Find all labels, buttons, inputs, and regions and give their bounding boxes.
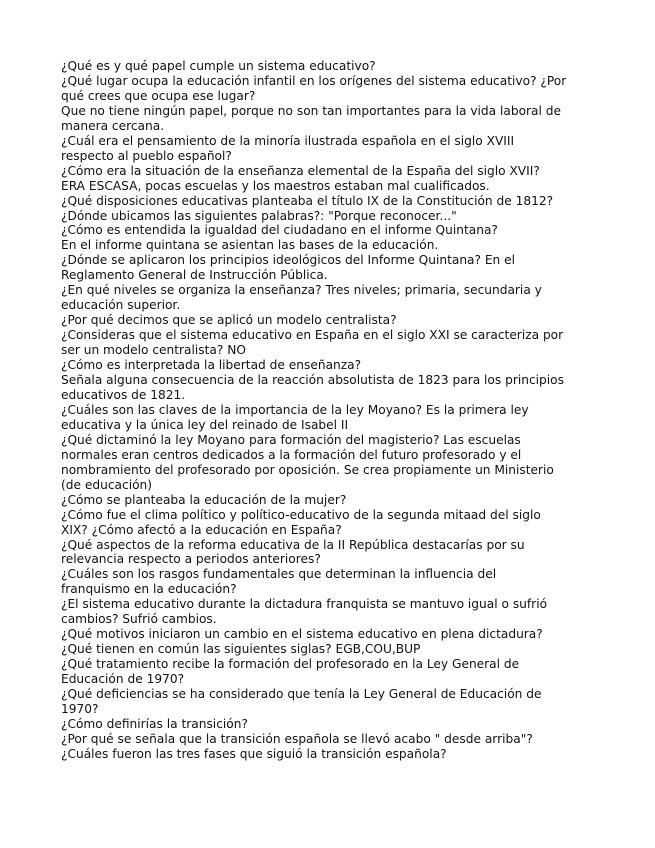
text-line: ¿Qué tienen en común las siguientes siglas? EGB,COU,BUP — [61, 642, 421, 657]
text-line: ¿Qué tratamiento recibe la formación del profesorado en la Ley General de — [61, 657, 520, 672]
text-line: ¿Qué dictaminó la ley Moyano para formación del magisterio? Las escuelas — [61, 432, 521, 447]
text-line: ¿Cómo definirías la transición? — [61, 716, 248, 731]
text-line: ¿Cuál era el pensamiento de la minoría ilustrada española en el siglo XVIII — [61, 133, 515, 148]
text-line: nombramiento del profesorado por oposición. Se crea propiamente un Ministerio — [61, 462, 554, 477]
text-line: cambios? Sufrió cambios. — [61, 612, 217, 627]
text-line: respecto al pueblo español? — [61, 148, 232, 163]
text-line: ¿En qué niveles se organiza la enseñanza? Tres niveles; primaria, secundaria y — [61, 283, 542, 298]
text-line: ¿El sistema educativo durante la dictadura franquista se mantuvo igual o sufrió — [61, 597, 548, 612]
text-line: Educación de 1970? — [61, 672, 185, 687]
text-line: ¿Cuáles son los rasgos fundamentales que determinan la influencia del — [61, 567, 497, 582]
text-line: manera cercana. — [61, 118, 165, 133]
text-line: ¿Qué lugar ocupa la educación infantil en los orígenes del sistema educativo? ¿Por — [61, 73, 567, 88]
text-line: (de educación) — [61, 477, 153, 492]
text-line: ¿Dónde ubicamos las siguientes palabras?: "Porque reconocer..." — [61, 208, 457, 223]
text-line: ¿Por qué se señala que la transición española se llevó acabo " desde arriba"? — [61, 731, 533, 746]
text-line: franquismo en la educación? — [61, 582, 237, 597]
text-line: ¿Dónde se aplicaron los principios ideológicos del Informe Quintana? En el — [61, 253, 516, 268]
text-line: ¿Cuáles fueron las tres fases que siguió la transición española? — [61, 746, 447, 761]
text-line: ¿Qué es y qué papel cumple un sistema educativo? — [61, 59, 376, 73]
text-line: relevancia respecto a periodos anteriores? — [61, 552, 321, 567]
text-line: En el informe quintana se asientan las bases de la educación. — [61, 238, 439, 253]
text-line: normales eran centros dedicados a la formación del futuro profesorado y el — [61, 447, 522, 462]
text-line: ¿Qué aspectos de la reforma educativa de la II República destacarías por su — [61, 537, 525, 552]
text-line: qué crees que ocupa ese lugar? — [61, 88, 256, 103]
text-line: ¿Por qué decimos que se aplicó un modelo centralista? — [61, 313, 397, 328]
text-line: educativos de 1821. — [61, 387, 186, 402]
text-line: ¿Cómo es entendida la igualdad del ciudadano en el informe Quintana? — [61, 223, 498, 238]
document-body — [61, 59, 601, 762]
text-line: Reglamento General de Instrucción Pública. — [61, 268, 328, 283]
text-line: Que no tiene ningún papel, porque no son tan importantes para la vida laboral de — [61, 103, 562, 118]
text-line: ¿Qué motivos iniciaron un cambio en el sistema educativo en plena dictadura? — [61, 627, 543, 642]
text-line: ¿Cómo fue el clima político y político-educativo de la segunda mitaad del siglo — [61, 507, 541, 522]
text-line: Señala alguna consecuencia de la reacción absolutista de 1823 para los principios — [61, 373, 564, 388]
text-line: ¿Cuáles son las claves de la importancia de la ley Moyano? Es la primera ley — [61, 402, 529, 417]
text-line: ¿Cómo era la situación de la enseñanza elemental de la España del siglo XVII? — [61, 163, 540, 178]
text-line: ¿Qué disposiciones educativas planteaba el título IX de la Constitución de 1812? — [61, 193, 554, 208]
text-line: 1970? — [61, 701, 99, 716]
text-line: XIX? ¿Cómo afectó a la educación en España? — [61, 522, 342, 537]
text-line: educativa y la única ley del reinado de Isabel II — [61, 417, 349, 432]
text-line: ¿Cómo se planteaba la educación de la mujer? — [61, 492, 347, 507]
text-line: educación superior. — [61, 298, 181, 313]
text-line: ERA ESCASA, pocas escuelas y los maestros estaban mal cualificados. — [61, 178, 490, 193]
text-line: ¿Cómo es interpretada la libertad de enseñanza? — [61, 358, 362, 373]
text-line: ¿Qué deficiencias se ha considerado que tenía la Ley General de Educación de — [61, 687, 542, 702]
text-line: ser un modelo centralista? NO — [61, 343, 246, 358]
text-line: ¿Consideras que el sistema educativo en España en el siglo XXI se caracteriza por — [61, 328, 564, 343]
